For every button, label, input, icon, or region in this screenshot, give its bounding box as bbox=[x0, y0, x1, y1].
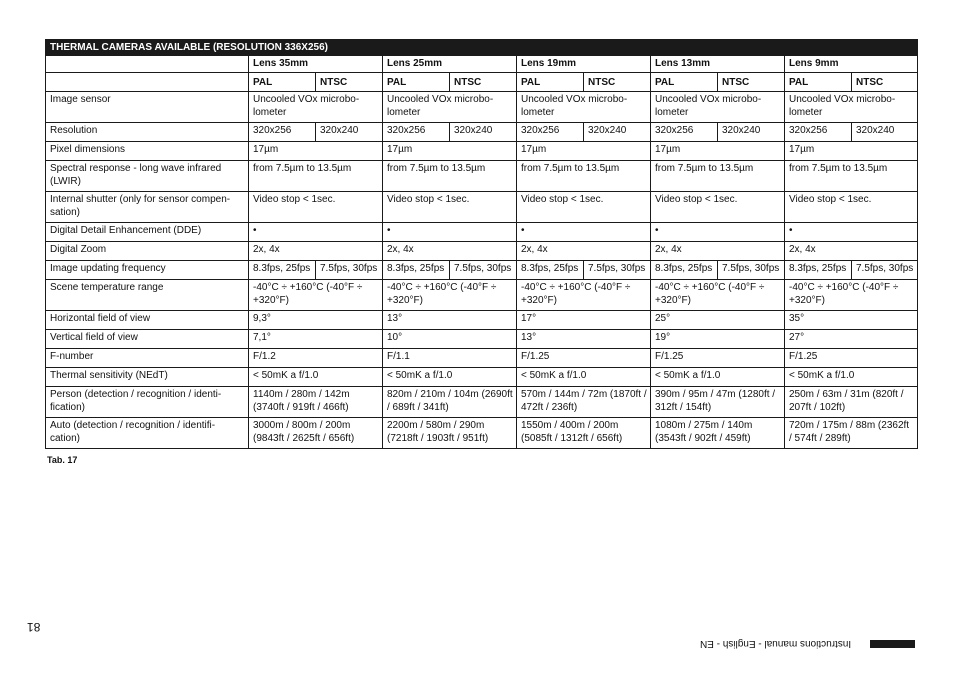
ntsc-header: NTSC bbox=[316, 73, 383, 92]
value-cell: 9,3° bbox=[249, 311, 383, 330]
ntsc-value-cell: 320x240 bbox=[316, 123, 383, 142]
pal-header: PAL bbox=[517, 73, 584, 92]
value-cell: Video stop < 1sec. bbox=[785, 192, 918, 223]
row-label: Digital Zoom bbox=[46, 242, 249, 261]
spec-table bbox=[45, 39, 918, 449]
value-cell: 17° bbox=[517, 311, 651, 330]
value-cell: < 50mK a f/1.0 bbox=[651, 368, 785, 387]
row-internal-shutter bbox=[46, 192, 918, 223]
value-cell: from 7.5µm to 13.5µm bbox=[517, 161, 651, 192]
value-cell: 17µm bbox=[517, 142, 651, 161]
value-cell: -40°C ÷ +160°C (-40°F ÷ +320°F) bbox=[517, 280, 651, 311]
row-label: Horizontal field of view bbox=[46, 311, 249, 330]
value-cell: 17µm bbox=[383, 142, 517, 161]
pal-header: PAL bbox=[249, 73, 316, 92]
standard-header-row bbox=[46, 73, 918, 92]
pal-value-cell: 8.3fps, 25fps bbox=[785, 261, 852, 280]
value-cell: • bbox=[651, 223, 785, 242]
value-cell: Uncooled VOx microbo-lometer bbox=[651, 92, 785, 123]
value-cell: 720m / 175m / 88m (2362ft / 574ft / 289ft) bbox=[785, 418, 918, 449]
row-vfov bbox=[46, 330, 918, 349]
ntsc-value-cell: 320x240 bbox=[450, 123, 517, 142]
value-cell: 2x, 4x bbox=[249, 242, 383, 261]
value-cell: • bbox=[785, 223, 918, 242]
table-title: THERMAL CAMERAS AVAILABLE (RESOLUTION 336X256) bbox=[46, 40, 918, 56]
row-dde bbox=[46, 223, 918, 242]
value-cell: 13° bbox=[383, 311, 517, 330]
value-cell: < 50mK a f/1.0 bbox=[249, 368, 383, 387]
value-cell: from 7.5µm to 13.5µm bbox=[785, 161, 918, 192]
row-spectral-response bbox=[46, 161, 918, 192]
row-image-sensor bbox=[46, 92, 918, 123]
ntsc-header: NTSC bbox=[718, 73, 785, 92]
lens-header: Lens 9mm bbox=[785, 56, 918, 73]
value-cell: 25° bbox=[651, 311, 785, 330]
ntsc-header: NTSC bbox=[450, 73, 517, 92]
pal-value-cell: 320x256 bbox=[785, 123, 852, 142]
value-cell: • bbox=[383, 223, 517, 242]
value-cell: from 7.5µm to 13.5µm bbox=[249, 161, 383, 192]
lens-header-row bbox=[46, 56, 918, 73]
pal-header: PAL bbox=[785, 73, 852, 92]
value-cell: 3000m / 800m / 200m (9843ft / 2625ft / 656ft) bbox=[249, 418, 383, 449]
pal-value-cell: 320x256 bbox=[651, 123, 718, 142]
value-cell: Uncooled VOx microbo-lometer bbox=[517, 92, 651, 123]
value-cell: 2200m / 580m / 290m (7218ft / 1903ft / 951ft) bbox=[383, 418, 517, 449]
pal-value-cell: 8.3fps, 25fps bbox=[651, 261, 718, 280]
value-cell: Video stop < 1sec. bbox=[249, 192, 383, 223]
lens-header: Lens 13mm bbox=[651, 56, 785, 73]
value-cell: 2x, 4x bbox=[651, 242, 785, 261]
value-cell: F/1.25 bbox=[785, 349, 918, 368]
row-thermal-sensitivity bbox=[46, 368, 918, 387]
pal-value-cell: 8.3fps, 25fps bbox=[249, 261, 316, 280]
row-resolution bbox=[46, 123, 918, 142]
pal-value-cell: 320x256 bbox=[249, 123, 316, 142]
value-cell: -40°C ÷ +160°C (-40°F ÷ +320°F) bbox=[383, 280, 517, 311]
pal-header: PAL bbox=[651, 73, 718, 92]
value-cell: 820m / 210m / 104m (2690ft / 689ft / 341ft) bbox=[383, 387, 517, 418]
value-cell: -40°C ÷ +160°C (-40°F ÷ +320°F) bbox=[249, 280, 383, 311]
row-label: Image sensor bbox=[46, 92, 249, 123]
value-cell: 17µm bbox=[651, 142, 785, 161]
lens-header: Lens 25mm bbox=[383, 56, 517, 73]
table-title-row bbox=[46, 40, 918, 56]
value-cell: Uncooled VOx microbo-lometer bbox=[249, 92, 383, 123]
value-cell: 35° bbox=[785, 311, 918, 330]
value-cell: 1140m / 280m / 142m (3740ft / 919ft / 466ft) bbox=[249, 387, 383, 418]
pal-value-cell: 320x256 bbox=[517, 123, 584, 142]
value-cell: < 50mK a f/1.0 bbox=[785, 368, 918, 387]
ntsc-value-cell: 7.5fps, 30fps bbox=[718, 261, 785, 280]
value-cell: Video stop < 1sec. bbox=[383, 192, 517, 223]
value-cell: 17µm bbox=[785, 142, 918, 161]
row-label: Vertical field of view bbox=[46, 330, 249, 349]
value-cell: F/1.25 bbox=[517, 349, 651, 368]
value-cell: 390m / 95m / 47m (1280ft / 312ft / 154ft) bbox=[651, 387, 785, 418]
value-cell: • bbox=[249, 223, 383, 242]
value-cell: • bbox=[517, 223, 651, 242]
ntsc-value-cell: 320x240 bbox=[718, 123, 785, 142]
header-empty bbox=[46, 73, 249, 92]
value-cell: 1080m / 275m / 140m (3543ft / 902ft / 459ft) bbox=[651, 418, 785, 449]
value-cell: 1550m / 400m / 200m (5085ft / 1312ft / 656ft) bbox=[517, 418, 651, 449]
table-caption: Tab. 17 bbox=[47, 455, 78, 465]
footer-text: Instructions manual - English - EN bbox=[700, 638, 852, 649]
value-cell: F/1.1 bbox=[383, 349, 517, 368]
row-label: Spectral response - long wave infrared (LWIR) bbox=[46, 161, 249, 192]
value-cell: 2x, 4x bbox=[517, 242, 651, 261]
row-label: Auto (detection / recognition / identifi-cation) bbox=[46, 418, 249, 449]
ntsc-value-cell: 7.5fps, 30fps bbox=[316, 261, 383, 280]
row-label: Digital Detail Enhancement (DDE) bbox=[46, 223, 249, 242]
row-auto bbox=[46, 418, 918, 449]
value-cell: 19° bbox=[651, 330, 785, 349]
ntsc-header: NTSC bbox=[584, 73, 651, 92]
value-cell: < 50mK a f/1.0 bbox=[383, 368, 517, 387]
ntsc-value-cell: 320x240 bbox=[852, 123, 918, 142]
row-label: Scene temperature range bbox=[46, 280, 249, 311]
value-cell: 10° bbox=[383, 330, 517, 349]
value-cell: -40°C ÷ +160°C (-40°F ÷ +320°F) bbox=[651, 280, 785, 311]
ntsc-value-cell: 320x240 bbox=[584, 123, 651, 142]
row-label: Person (detection / recognition / identi-fication) bbox=[46, 387, 249, 418]
row-label: Thermal sensitivity (NEdT) bbox=[46, 368, 249, 387]
value-cell: F/1.25 bbox=[651, 349, 785, 368]
ntsc-header: NTSC bbox=[852, 73, 918, 92]
row-label: Internal shutter (only for sensor compen-sation) bbox=[46, 192, 249, 223]
value-cell: < 50mK a f/1.0 bbox=[517, 368, 651, 387]
row-scene-temp bbox=[46, 280, 918, 311]
value-cell: -40°C ÷ +160°C (-40°F ÷ +320°F) bbox=[785, 280, 918, 311]
value-cell: 570m / 144m / 72m (1870ft / 472ft / 236ft) bbox=[517, 387, 651, 418]
value-cell: Video stop < 1sec. bbox=[651, 192, 785, 223]
row-label: Image updating frequency bbox=[46, 261, 249, 280]
pal-value-cell: 8.3fps, 25fps bbox=[517, 261, 584, 280]
ntsc-value-cell: 7.5fps, 30fps bbox=[852, 261, 918, 280]
value-cell: 13° bbox=[517, 330, 651, 349]
value-cell: 2x, 4x bbox=[785, 242, 918, 261]
row-digital-zoom bbox=[46, 242, 918, 261]
value-cell: 27° bbox=[785, 330, 918, 349]
value-cell: 7,1° bbox=[249, 330, 383, 349]
ntsc-value-cell: 7.5fps, 30fps bbox=[584, 261, 651, 280]
footer-bar bbox=[870, 640, 915, 648]
header-empty bbox=[46, 56, 249, 73]
lens-header: Lens 35mm bbox=[249, 56, 383, 73]
row-fnumber bbox=[46, 349, 918, 368]
value-cell: Uncooled VOx microbo-lometer bbox=[383, 92, 517, 123]
value-cell: 17µm bbox=[249, 142, 383, 161]
row-label: Pixel dimensions bbox=[46, 142, 249, 161]
row-label: Resolution bbox=[46, 123, 249, 142]
row-hfov bbox=[46, 311, 918, 330]
pal-value-cell: 320x256 bbox=[383, 123, 450, 142]
value-cell: from 7.5µm to 13.5µm bbox=[651, 161, 785, 192]
page-number: 81 bbox=[27, 620, 41, 634]
row-image-updating bbox=[46, 261, 918, 280]
value-cell: 250m / 63m / 31m (820ft / 207ft / 102ft) bbox=[785, 387, 918, 418]
row-label: F-number bbox=[46, 349, 249, 368]
pal-header: PAL bbox=[383, 73, 450, 92]
value-cell: Video stop < 1sec. bbox=[517, 192, 651, 223]
ntsc-value-cell: 7.5fps, 30fps bbox=[450, 261, 517, 280]
value-cell: Uncooled VOx microbo-lometer bbox=[785, 92, 918, 123]
pal-value-cell: 8.3fps, 25fps bbox=[383, 261, 450, 280]
lens-header: Lens 19mm bbox=[517, 56, 651, 73]
row-pixel-dimensions bbox=[46, 142, 918, 161]
value-cell: from 7.5µm to 13.5µm bbox=[383, 161, 517, 192]
value-cell: 2x, 4x bbox=[383, 242, 517, 261]
row-person bbox=[46, 387, 918, 418]
value-cell: F/1.2 bbox=[249, 349, 383, 368]
